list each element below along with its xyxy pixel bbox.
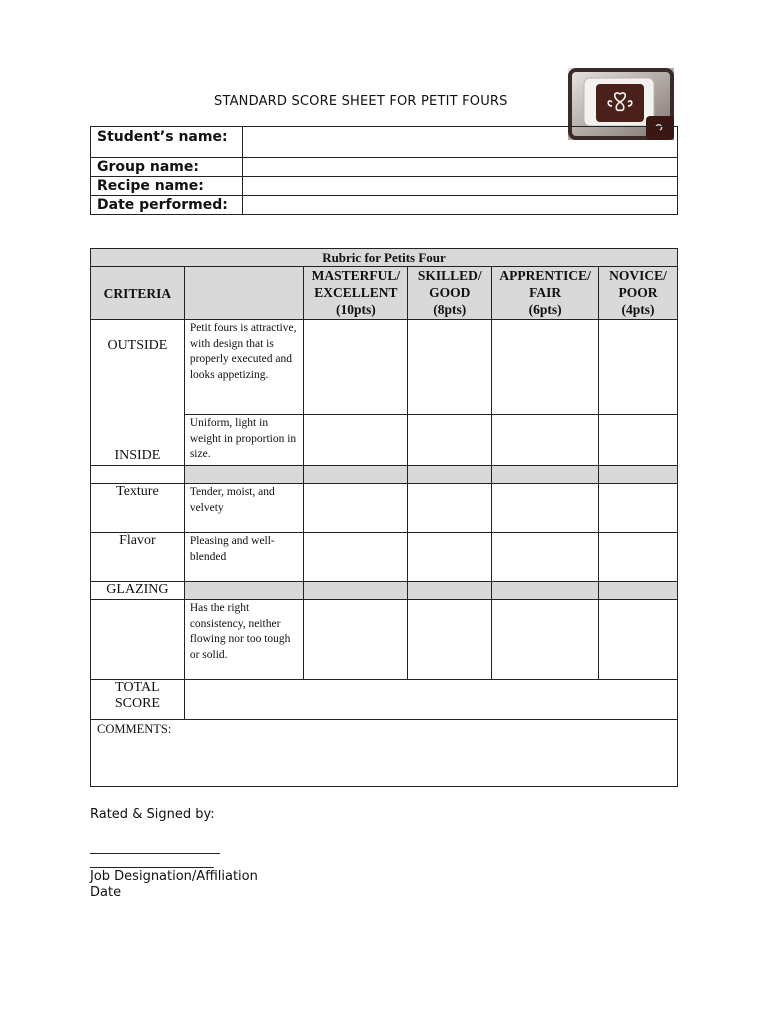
document-title: STANDARD SCORE SHEET FOR PETIT FOURS: [214, 94, 508, 109]
criteria-header: CRITERIA: [91, 267, 185, 320]
inside-grey-cell: [492, 466, 599, 484]
inside-grey-cell: [599, 466, 678, 484]
score-cell[interactable]: [492, 533, 599, 582]
glazing-grey-cell: [492, 582, 599, 600]
score-cell[interactable]: [492, 415, 599, 466]
inside-criterion: INSIDE: [114, 448, 161, 463]
score-cell[interactable]: [408, 533, 492, 582]
outside-criterion: OUTSIDE INSIDE: [91, 320, 185, 466]
score-cell[interactable]: [408, 484, 492, 533]
flavor-description: Pleasing and well-blended: [184, 533, 304, 582]
inside-grey-cell: [304, 466, 408, 484]
glazing-grey-cell: [408, 582, 492, 600]
signature-line-2: ___________________: [90, 854, 214, 869]
inside-grey-cell: [408, 466, 492, 484]
group-name-label: Group name:: [91, 158, 243, 177]
score-cell[interactable]: [304, 600, 408, 680]
score-cell[interactable]: [304, 320, 408, 415]
glazing-criterion-empty: [91, 600, 185, 680]
group-name-field[interactable]: [243, 158, 678, 177]
date-performed-field[interactable]: [243, 196, 678, 215]
student-name-field[interactable]: [243, 127, 678, 158]
glazing-grey-cell: [599, 582, 678, 600]
comments-label: COMMENTS:: [97, 722, 172, 736]
level-header-novice: NOVICE/ POOR (4pts): [599, 267, 678, 320]
score-cell[interactable]: [599, 600, 678, 680]
description-header: [184, 267, 304, 320]
glazing-grey-cell: [184, 582, 304, 600]
texture-criterion: Texture: [91, 484, 185, 533]
glazing-criterion: GLAZING: [91, 582, 185, 600]
score-cell[interactable]: [408, 320, 492, 415]
score-cell[interactable]: [408, 600, 492, 680]
score-cell[interactable]: [408, 415, 492, 466]
signature-line-1: ____________________: [90, 840, 220, 855]
flavor-criterion: Flavor: [91, 533, 185, 582]
job-designation-label: Job Designation/Affiliation: [90, 869, 258, 884]
score-cell[interactable]: [492, 484, 599, 533]
rated-signed-label: Rated & Signed by:: [90, 807, 215, 822]
total-score-label: TOTAL SCORE: [91, 680, 185, 720]
date-performed-label: Date performed:: [91, 196, 243, 215]
score-cell[interactable]: [599, 320, 678, 415]
date-label: Date: [90, 885, 122, 900]
level-header-apprentice: APPRENTICE/ FAIR (6pts): [492, 267, 599, 320]
outside-description-1: Petit fours is attractive, with design that is properly executed and looks appetizing.: [184, 320, 304, 415]
outside-description-2: Uniform, light in weight in proportion in size.: [184, 415, 304, 466]
inside-grey-cell: [184, 466, 304, 484]
glazing-description: Has the right consistency, neither flowing nor too tough or solid.: [184, 600, 304, 680]
score-cell[interactable]: [304, 415, 408, 466]
glazing-grey-cell: [304, 582, 408, 600]
score-cell[interactable]: [304, 484, 408, 533]
level-header-skilled: SKILLED/ GOOD (8pts): [408, 267, 492, 320]
total-score-field[interactable]: [184, 680, 677, 720]
score-cell[interactable]: [599, 415, 678, 466]
comments-field[interactable]: [91, 720, 678, 787]
student-info-table: [90, 126, 678, 215]
score-cell[interactable]: [492, 320, 599, 415]
score-cell[interactable]: [599, 533, 678, 582]
inside-label-continuation: [91, 466, 185, 484]
rubric-caption: Rubric for Petits Four: [91, 249, 678, 267]
rubric-table: [90, 248, 678, 787]
recipe-name-label: Recipe name:: [91, 177, 243, 196]
level-header-masterful: MASTERFUL/ EXCELLENT (10pts): [304, 267, 408, 320]
score-cell[interactable]: [304, 533, 408, 582]
texture-description: Tender, moist, and velvety: [184, 484, 304, 533]
score-cell[interactable]: [599, 484, 678, 533]
recipe-name-field[interactable]: [243, 177, 678, 196]
student-name-label: Student’s name:: [91, 127, 243, 158]
score-cell[interactable]: [492, 600, 599, 680]
